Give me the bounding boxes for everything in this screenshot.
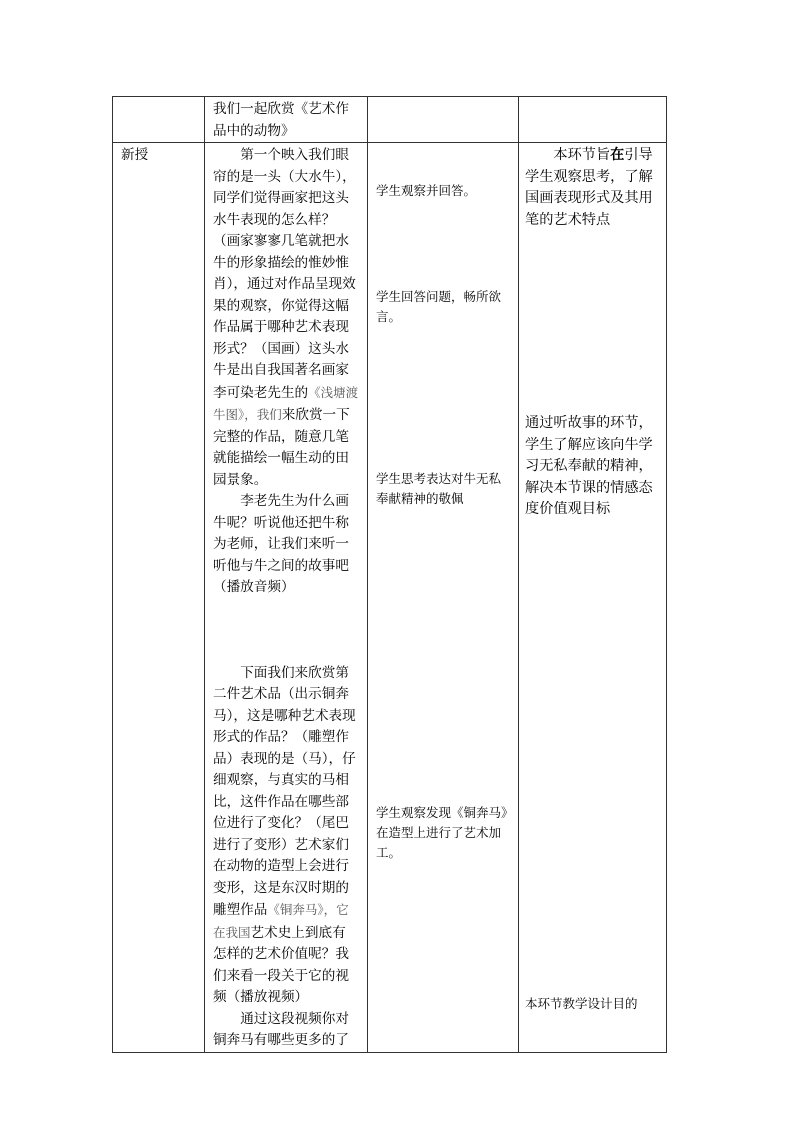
student-note: 学生观察发现《铜奔马》在造型上进行了艺术加工。 <box>376 805 508 860</box>
stage-cell <box>113 143 205 1053</box>
teacher-paragraph: 通过这段视频你对铜奔马有哪些更多的了 <box>213 1010 349 1048</box>
student-activity-cell <box>368 143 519 1053</box>
artwork-title: 《铜奔马》，它在我国 <box>213 902 349 940</box>
teacher-activity-cell <box>205 143 368 1053</box>
teacher-activity-cell <box>205 97 368 143</box>
artwork-title: 《浅塘渡牛图》，我们 <box>213 384 359 422</box>
stage-cell <box>113 97 205 143</box>
student-note: 学生观察并回答。 <box>376 183 477 198</box>
design-purpose-text: 本环节旨在引导学生观察思考，了解国画表现形式及其用笔的艺术特点 <box>525 147 653 228</box>
design-purpose-text: 本环节教学设计目的 <box>525 996 638 1011</box>
design-purpose-text: 通过听故事的环节，学生了解应该向牛学习无私奉献的精神，解决本节课的情感态度价值观目标 <box>525 415 653 517</box>
teacher-paragraph: 李老先生为什么画牛呢？听说他还把牛称为老师，让我们来听一听他与牛之间的故事吧（播放音频） <box>213 493 349 595</box>
teacher-paragraph <box>213 663 359 1009</box>
stage-label: 新授 <box>121 147 149 163</box>
student-note: 学生思考表达对牛无私奉献精神的敬佩 <box>376 471 502 506</box>
design-purpose-cell <box>519 143 667 1053</box>
teacher-activity-text <box>205 143 367 1052</box>
table-row <box>113 97 667 143</box>
student-activity-cell <box>368 97 519 143</box>
teacher-text: 下面我们来欣赏第二件艺术品（出示铜奔马），这是哪种艺术表现形式的作品？（雕塑作品）表现的是（马），仔细观察，与真实的马相比，这件作品在哪些部位进行了变化？（尾巴进行了变形）艺术家们在动物的造型上会进行变形，这是东汉时期的雕塑作品 <box>213 664 356 918</box>
student-note: 学生回答问题，畅所欲言。 <box>376 289 502 324</box>
teacher-text: 艺术史上到底有怎样的艺术价值呢？我们来看一段关于它的视频（播放视频） <box>213 924 349 1005</box>
teacher-activity-text: 我们一起欣赏《艺术作品中的动物》 <box>213 101 349 139</box>
design-purpose-cell <box>519 97 667 143</box>
teacher-text: 来欣赏一下完整的作品，随意几笔就能描绘一幅生动的田园景象。 <box>213 407 350 488</box>
teacher-text: 第一个映入我们眼帘的是一头（大水牛），同学们觉得画家把这头水牛表现的怎么样？（画家寥寥几笔就把水牛的形象描绘的惟妙惟肖），通过对作品呈现效果的观察，你觉得这幅作品属于哪种艺术表现形式？（国画）这头水牛是出自我国著名画家李可染老先生的 <box>213 147 356 401</box>
table-row <box>113 143 667 1053</box>
teacher-paragraph <box>213 145 359 491</box>
lesson-plan-table <box>112 96 667 1053</box>
